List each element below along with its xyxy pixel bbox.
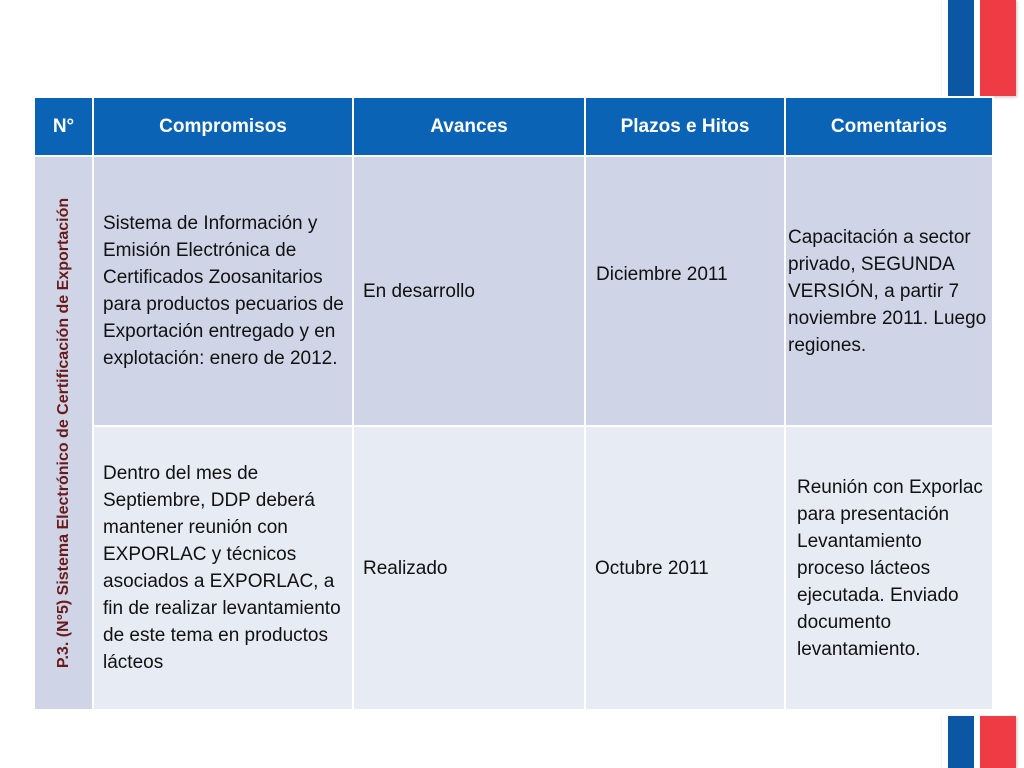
- compromiso-cell: [93, 426, 353, 710]
- plazo-cell: [585, 426, 785, 710]
- comentario-text: Capacitación a sector privado, SEGUNDA VERSIÓN, a partir 7 noviembre 2011. Luego regiones.: [788, 226, 987, 356]
- group-label: P.3. (N°5) Sistema Electrónico de Certificación de Exportación: [54, 197, 72, 669]
- header-comentarios: Comentarios: [785, 97, 993, 156]
- compromiso-text: Dentro del mes de Septiembre, DDP deberá mantener reunión con EXPORLAC y técnicos asociados a EXPORLAC, a fin de realizar levantamiento de este tema en productos lácteos: [103, 463, 341, 673]
- avance-cell: [353, 156, 585, 426]
- plazo-text: Diciembre 2011: [596, 264, 728, 285]
- chile-flag-decoration-top: [942, 0, 1016, 96]
- chile-flag-decoration-bottom: [942, 716, 1016, 768]
- compromiso-text: Sistema de Información y Emisión Electrónica de Certificados Zoosanitarios para productos pecuarios de Exportación entregado y en explotación: enero de 2012.: [103, 213, 344, 369]
- comentario-cell: [785, 156, 993, 426]
- avance-text: En desarrollo: [363, 280, 475, 302]
- plazo-cell: [585, 156, 785, 426]
- plazo-text: Octubre 2011: [595, 557, 709, 579]
- avance-text: Realizado: [363, 557, 448, 579]
- table-header-row: [34, 97, 993, 156]
- comentario-text: Reunión con Exporlac para presentación Levantamiento proceso lácteos ejecutada. Enviado documento levantamiento.: [797, 476, 983, 660]
- commitments-table: [33, 96, 994, 711]
- header-avances: Avances: [353, 97, 585, 156]
- commitments-table-container: [33, 96, 992, 707]
- table-row: [34, 156, 993, 426]
- header-number: N°: [34, 97, 93, 156]
- header-compromisos: Compromisos: [93, 97, 353, 156]
- compromiso-cell: [93, 156, 353, 426]
- comentario-cell: [785, 426, 993, 710]
- avance-cell: [353, 426, 585, 710]
- table-row: [34, 426, 993, 710]
- group-cell: [34, 156, 93, 710]
- header-plazos: Plazos e Hitos: [585, 97, 785, 156]
